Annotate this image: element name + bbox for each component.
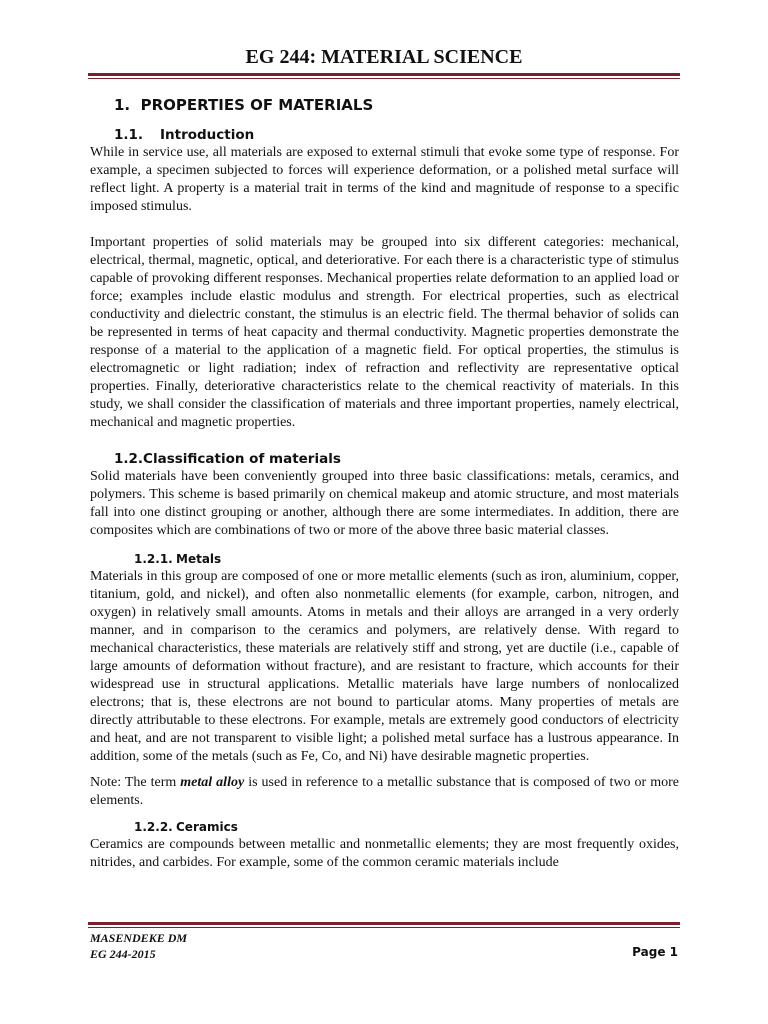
classification-paragraph: Solid materials have been conveniently grouped into three basic classifications: metals, ceramics, and polymers. This scheme is based primarily on chemical makeup and atomic structure, and most materials fall into one distinct grouping or another, although there are some intermediates. In addition, there are composites which are combinations of two or more of the above three basic material classes.	[90, 469, 679, 538]
footer-rule-thin	[88, 927, 680, 928]
subsection-heading-introduction	[114, 126, 679, 144]
footer-author: MASENDEKE DM	[90, 931, 188, 945]
page-content	[90, 92, 679, 872]
subsubsection-number: 1.2.1.	[134, 552, 173, 566]
document-title: EG 244: MATERIAL SCIENCE	[245, 46, 523, 68]
footer-course: EG 244-2015	[90, 947, 156, 961]
footer-rule-thick	[88, 922, 680, 925]
page-number: Page 1	[632, 945, 678, 959]
header-rule-thick	[88, 73, 680, 76]
note-text: Note: The term	[90, 775, 181, 790]
metals-paragraph: Materials in this group are composed of one or more metallic elements (such as iron, aluminium, copper, titanium, gold, and nickel), and often also nonmetallic elements (for example, carbon, nitrogen, and oxygen) in relatively small amounts. Atoms in metals and their alloys are arranged in a very orderly manner, and in comparison to the ceramics and polymers, are relatively dense. With regard to mechanical characteristics, these materials are relatively stiff and strong, yet are ductile (i.e., capable of large amounts of deformation without fracture), and are resistant to fracture, which accounts for their widespread use in structural applications. Metallic materials have large numbers of nonlocalized electrons; that is, these electrons are not bound to particular atoms. Many properties of metals are directly attributable to these electrons. For example, metals are extremely good conductors of electricity and heat, and are not transparent to visible light; a polished metal surface has a lustrous appearance. In addition, some of the metals (such as Fe, Co, and Ni) have desirable magnetic properties.	[90, 569, 679, 764]
section-title: PROPERTIES OF MATERIALS	[140, 96, 374, 114]
section-heading-properties	[114, 92, 679, 126]
subsubsection-heading-metals	[134, 550, 679, 568]
subsection-heading-classification: 1.2.Classification of materials	[114, 451, 341, 467]
subsection-number: 1.1.	[114, 127, 144, 143]
metal-alloy-note	[90, 774, 679, 810]
note-text: is used in reference to a metallic substance that is composed of two or more elements.	[90, 775, 679, 808]
section-number: 1.	[114, 96, 131, 114]
subsubsection-title: Metals	[176, 552, 222, 566]
footer-author-block	[90, 930, 187, 962]
subsubsection-title: Ceramics	[176, 820, 238, 834]
header-rule-thin	[88, 78, 680, 79]
intro-paragraph-2: Important properties of solid materials may be grouped into six different categories: mechanical, electrical, thermal, magnetic, optical, and deteriorative. For each there is a characteristic type of stimulus capable of provoking different responses. Mechanical properties relate deformation to an applied load or force; examples include elastic modulus and strength. For electrical properties, such as electrical conductivity and dielectric constant, the stimulus is an electric field. The thermal behavior of solids can be represented in terms of heat capacity and thermal conductivity. Magnetic properties demonstrate the response of a material to the application of a magnetic field. For optical properties, the stimulus is electromagnetic or light radiation; index of refraction and reflectivity are representative optical properties. Finally, deteriorative characteristics relate to the chemical reactivity of materials. In this study, we shall consider the classification of materials and three important properties, namely electrical, mechanical and magnetic properties.	[90, 235, 679, 430]
subsubsection-number: 1.2.2.	[134, 820, 173, 834]
subsubsection-heading-ceramics	[134, 818, 679, 836]
note-term: metal alloy	[180, 775, 245, 790]
intro-paragraph-1: While in service use, all materials are exposed to external stimuli that evoke some type of response. For example, a specimen subjected to forces will experience deformation, or a polished metal surface will reflect light. A property is a material trait in terms of the kind and magnitude of response to a specific imposed stimulus.	[90, 145, 679, 214]
ceramics-paragraph: Ceramics are compounds between metallic and nonmetallic elements; they are most frequently oxides, nitrides, and carbides. For example, some of the common ceramic materials include	[90, 837, 679, 870]
subsection-title: Introduction	[160, 127, 255, 143]
